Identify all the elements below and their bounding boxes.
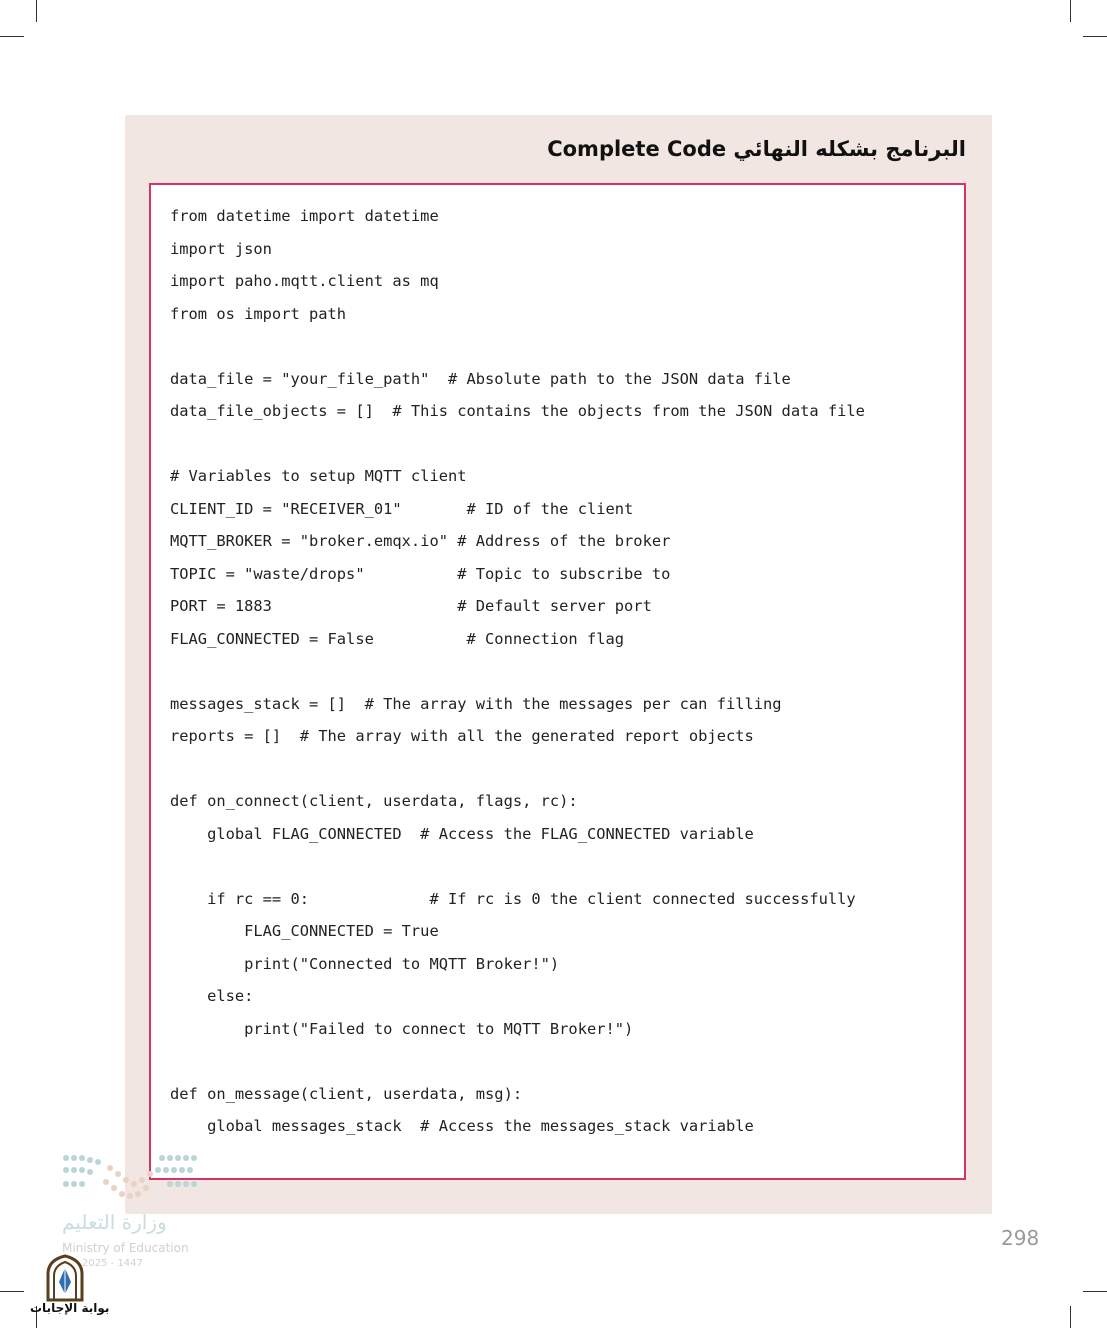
code-line: import paho.mqtt.client as mq	[170, 272, 439, 290]
code-line: messages_stack = [] # The array with the messages per can filling	[170, 694, 782, 713]
code-panel	[125, 115, 992, 1214]
answers-gate-watermark-text: بوابة الإجابات	[30, 1301, 110, 1315]
crop-mark-top-right-h	[1083, 36, 1107, 37]
code-line	[170, 330, 865, 363]
code-line: reports = [] # The array with all the generated report objects	[170, 727, 754, 745]
code-line: FLAG_CONNECTED = False # Connection flag	[170, 629, 625, 648]
ministry-name-english: Ministry of Education	[62, 1241, 189, 1255]
code-line: CLIENT_ID = "RECEIVER_01" # ID of the client	[170, 499, 634, 518]
code-line: global FLAG_CONNECTED # Access the FLAG_CONNECTED variable	[170, 824, 754, 843]
crop-mark-top-left-v	[36, 0, 37, 22]
crop-mark-top-right-v	[1070, 0, 1071, 22]
code-line: data_file = "your_file_path" # Absolute path to the JSON data file	[170, 369, 791, 388]
code-box	[149, 183, 966, 1180]
code-line: from os import path	[170, 304, 347, 323]
code-line: import json	[170, 239, 272, 258]
crop-mark-bottom-right-h	[1083, 1291, 1107, 1292]
crop-mark-bottom-left-h	[0, 1291, 24, 1292]
code-line: print("Connected to MQTT Broker!")	[170, 954, 560, 973]
ministry-name-arabic: وزارة التعليم	[62, 1210, 167, 1234]
code-line: from datetime import datetime	[170, 207, 439, 225]
page-number: 298	[1001, 1226, 1040, 1250]
code-line: if rc == 0: # If rc is 0 the client connected successfully	[170, 889, 856, 908]
code-listing	[170, 200, 865, 1143]
code-line	[170, 1045, 865, 1078]
code-line: global messages_stack # Access the messages_stack variable	[170, 1117, 754, 1135]
code-line: PORT = 1883 # Default server port	[170, 597, 652, 615]
crop-mark-top-left-h	[0, 36, 24, 37]
crop-mark-bottom-right-v	[1070, 1306, 1071, 1328]
code-line	[170, 428, 865, 461]
code-line	[170, 753, 865, 786]
code-line: data_file_objects = [] # This contains the objects from the JSON data file	[170, 402, 865, 420]
code-line	[170, 850, 865, 883]
code-line: else:	[170, 987, 254, 1005]
code-line: MQTT_BROKER = "broker.emqx.io" # Address of the broker	[170, 532, 671, 550]
code-line: TOPIC = "waste/drops" # Topic to subscribe to	[170, 564, 671, 583]
ministry-logo-dots-icon	[62, 1154, 198, 1200]
panel-title: البرنامج بشكله النهائي Complete Code	[547, 137, 966, 161]
code-line: # Variables to setup MQTT client	[170, 467, 467, 485]
code-line: def on_connect(client, userdata, flags, rc):	[170, 792, 578, 810]
code-line: FLAG_CONNECTED = True	[170, 922, 439, 940]
code-line	[170, 655, 865, 688]
ministry-year: 2025 - 1447	[82, 1258, 143, 1269]
answers-gate-emblem-icon	[44, 1254, 86, 1302]
code-line: print("Failed to connect to MQTT Broker!")	[170, 1019, 634, 1038]
code-line: def on_message(client, userdata, msg):	[170, 1084, 523, 1103]
